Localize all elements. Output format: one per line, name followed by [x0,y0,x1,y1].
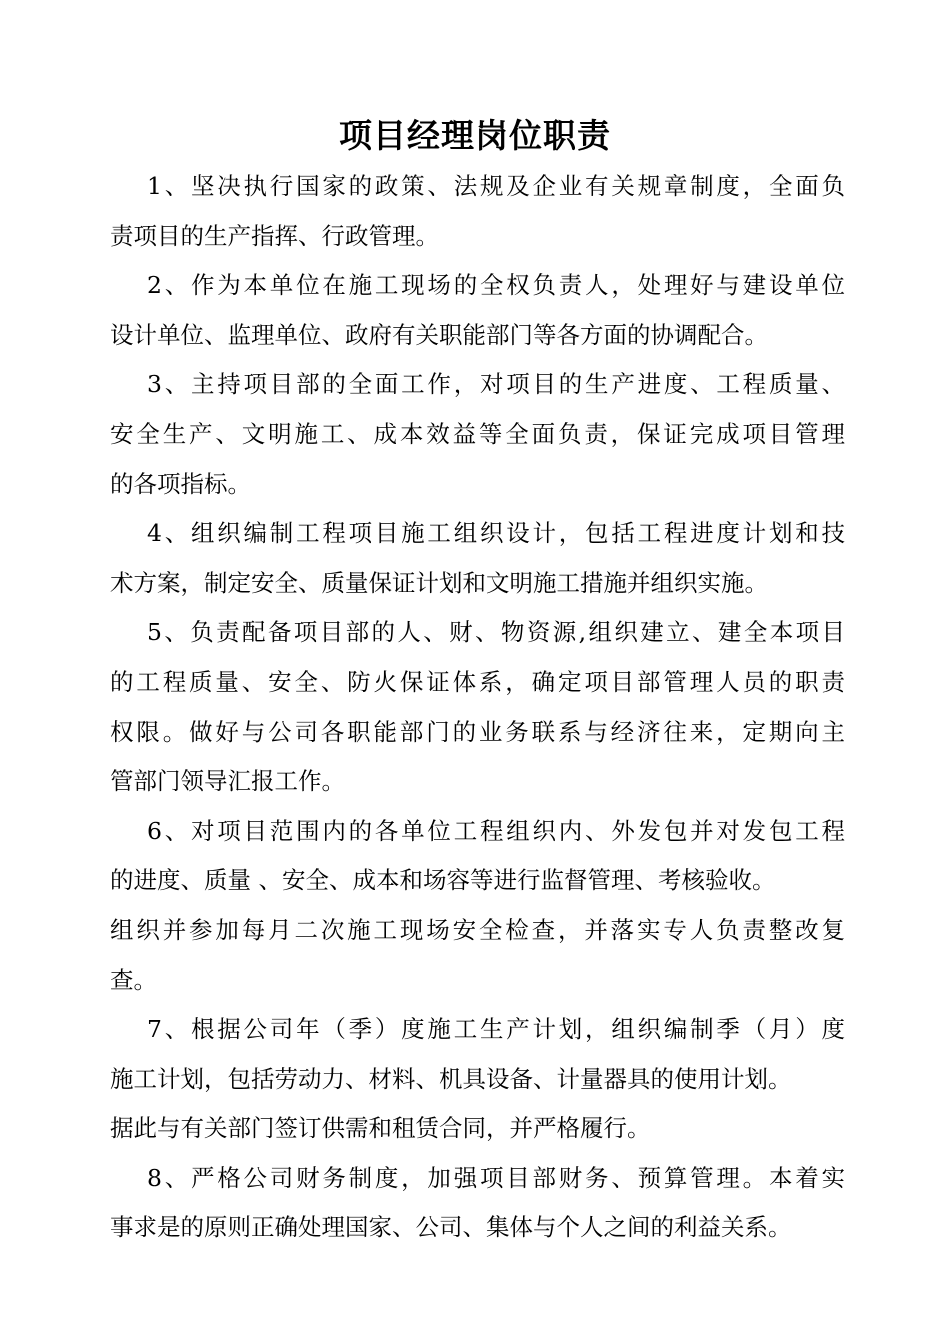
body-line: 安全生产、文明施工、成本效益等全面负责，保证完成项目管理 [110,419,845,448]
body-line: 2、作为本单位在施工现场的全权负责人，处理好与建设单位 [147,271,845,300]
body-line: 术方案，制定安全、质量保证计划和文明施工措施并组织实施。 [110,568,768,597]
body-line: 4、组织编制工程项目施工组织设计，包括工程进度计划和技 [147,519,845,548]
body-line: 施工计划，包括劳动力、材料、机具设备、计量器具的使用计划。 [110,1064,792,1093]
body-line: 7、根据公司年（季）度施工生产计划，组织编制季（月）度 [147,1015,845,1044]
document-title: 项目经理岗位职责 [339,116,611,155]
body-line: 据此与有关部门签订供需和租赁合同，并严格履行。 [110,1114,651,1143]
body-line: 8、严格公司财务制度，加强项目部财务、预算管理。本着实 [147,1163,845,1192]
document-body [110,162,845,1253]
body-line: 设计单位、监理单位、政府有关职能部门等各方面的协调配合。 [110,320,768,349]
body-line: 的工程质量、安全、防火保证体系，确定项目部管理人员的职责 [110,667,845,696]
body-line: 权限。做好与公司各职能部门的业务联系与经济往来，定期向主 [110,717,845,746]
body-line: 管部门领导汇报工作。 [110,767,345,796]
body-line: 5、负责配备项目部的人、财、物资源,组织建立、建全本项目 [147,618,845,647]
body-line: 事求是的原则正确处理国家、公司、集体与个人之间的利益关系。 [110,1213,792,1242]
body-line: 责项目的生产指挥、行政管理。 [110,221,439,250]
body-line: 的各项指标。 [110,469,251,498]
body-line: 查。 [110,965,157,994]
body-line: 组织并参加每月二次施工现场安全检查，并落实专人负责整改复 [110,915,845,944]
body-line: 6、对项目范围内的各单位工程组织内、外发包并对发包工程 [147,816,845,845]
body-line: 的进度、质量 、安全、成本和场容等进行监督管理、考核验收。 [110,866,776,895]
body-line: 3、主持项目部的全面工作，对项目的生产进度、工程质量、 [147,370,845,399]
body-line: 1、坚决执行国家的政策、法规及企业有关规章制度，全面负 [147,172,845,200]
